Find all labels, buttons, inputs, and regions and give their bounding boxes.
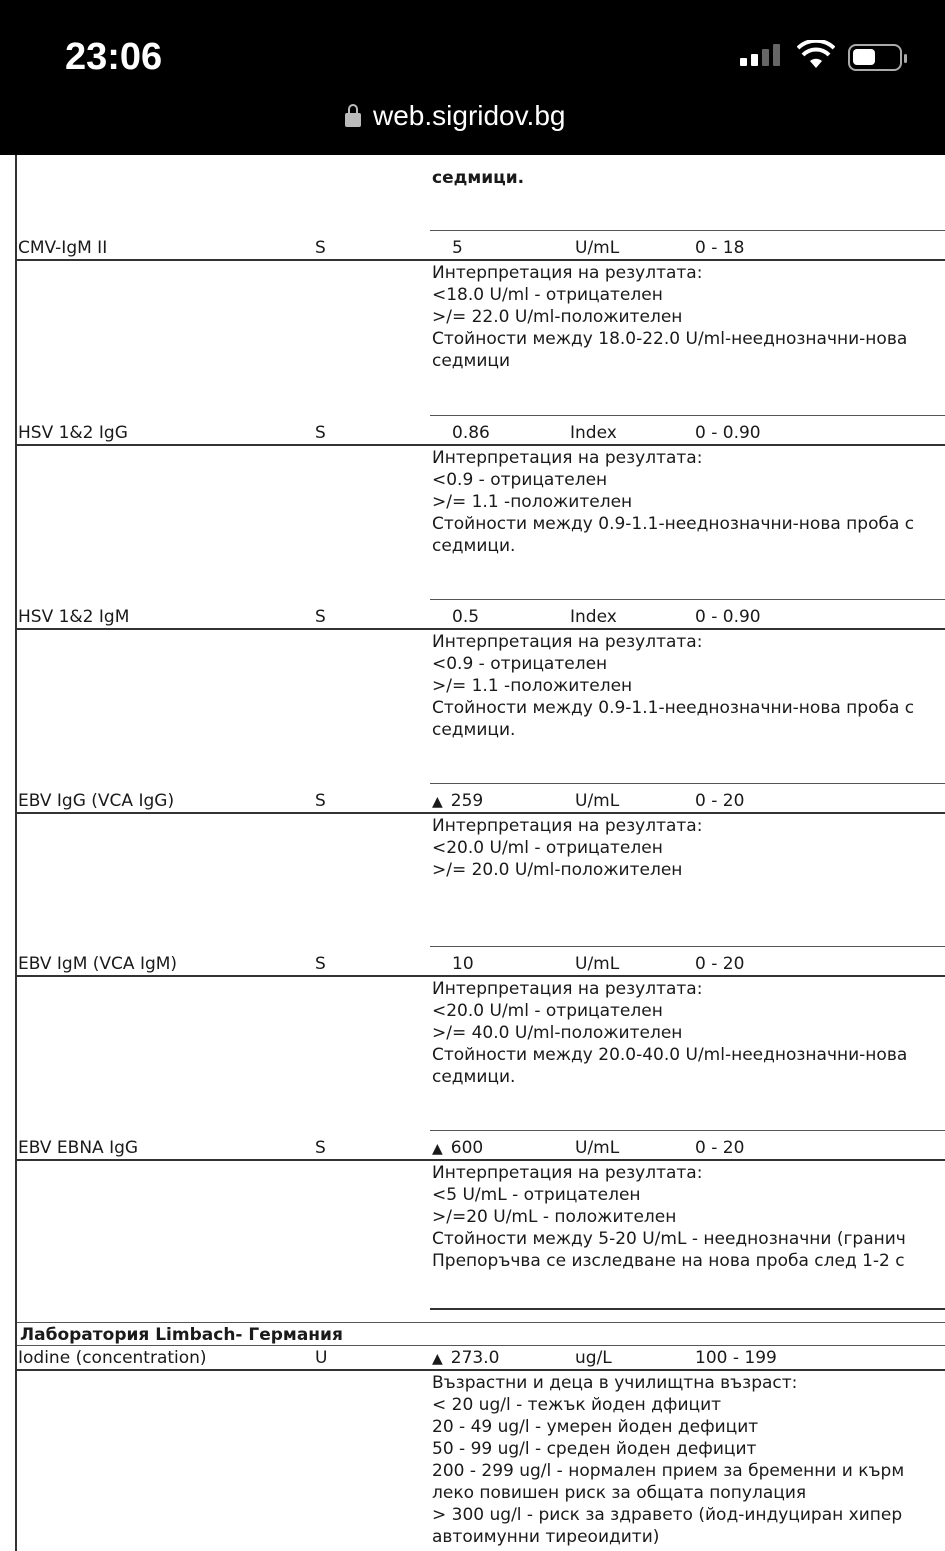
reference-range: 0 - 18 — [695, 238, 745, 258]
status-bar — [0, 0, 945, 155]
result-value — [452, 422, 490, 444]
scanned-document — [0, 155, 945, 1551]
value-text: 5 — [452, 238, 463, 258]
row-rule — [17, 1369, 945, 1371]
url-text: web.sigridov.bg — [373, 100, 566, 131]
reference-range: 0 - 0.90 — [695, 423, 761, 443]
result-top-rule — [430, 1130, 945, 1131]
test-name: HSV 1&2 IgM — [18, 607, 130, 627]
result-top-rule — [430, 230, 945, 231]
unit: Index — [570, 423, 617, 443]
clock: 23:06 — [65, 36, 163, 78]
result-top-rule — [430, 946, 945, 947]
row-rule — [17, 444, 945, 446]
specimen-type: S — [315, 238, 326, 258]
interpretation-line: Интерпретация на резултата: — [432, 263, 703, 283]
unit: U/mL — [575, 1138, 620, 1158]
interpretation-line: 50 - 99 ug/l - среден йоден дефицит — [432, 1439, 757, 1459]
interpretation-line: седмици — [432, 351, 511, 371]
unit: U/mL — [575, 238, 620, 258]
interpretation-line: Стойности между 20.0-40.0 U/ml-нееднозначни-нова — [432, 1045, 908, 1065]
interpretation-line: Интерпретация на резултата: — [432, 816, 703, 836]
interpretation-line: <5 U/mL - отрицателен — [432, 1185, 641, 1205]
result-value — [452, 953, 474, 975]
specimen-type: S — [315, 423, 326, 443]
test-name: EBV EBNA IgG — [18, 1138, 139, 1158]
high-flag-icon: ▲ — [432, 1141, 443, 1157]
reference-range: 0 - 20 — [695, 791, 745, 811]
value-text: 0.5 — [452, 607, 480, 627]
wifi-icon — [797, 40, 835, 70]
interpretation-line: Стойности между 0.9-1.1-нееднозначни-нова проба с — [432, 514, 915, 534]
unit: U/mL — [575, 954, 620, 974]
value-text: 600 — [450, 1138, 484, 1158]
test-name: HSV 1&2 IgG — [18, 423, 128, 443]
test-name: EBV IgM (VCA IgM) — [18, 954, 178, 974]
reference-range: 0 - 20 — [695, 1138, 745, 1158]
result-value — [452, 606, 479, 628]
reference-range: 0 - 0.90 — [695, 607, 761, 627]
result-value — [432, 1347, 499, 1370]
address-bar[interactable] — [345, 100, 565, 132]
unit: U/mL — [575, 791, 620, 811]
interpretation-line: <0.9 - отрицателен — [432, 470, 608, 490]
interpretation-line: 20 - 49 ug/l - умерен йоден дефицит — [432, 1417, 759, 1437]
interpretation-line: <18.0 U/ml - отрицателен — [432, 285, 663, 305]
interpretation-line: >/= 22.0 U/ml-положителен — [432, 307, 683, 327]
row-rule — [17, 259, 945, 261]
result-value — [452, 237, 463, 259]
cellular-signal-icon — [740, 44, 780, 66]
unit: Index — [570, 607, 617, 627]
result-value — [432, 790, 483, 813]
interpretation-line: > 300 ug/l - риск за здравето (йод-индуциран хипер — [432, 1505, 903, 1525]
specimen-type: S — [315, 607, 326, 627]
interpretation-line: >/=20 U/mL - положителен — [432, 1207, 677, 1227]
lock-icon — [345, 113, 361, 127]
section-rule — [17, 1322, 945, 1323]
reference-range: 100 - 199 — [695, 1348, 777, 1368]
interpretation-line: автоимунни тиреоидити) — [432, 1527, 660, 1547]
result-top-rule — [430, 415, 945, 416]
row-rule — [17, 812, 945, 814]
section-top-rule — [430, 1308, 945, 1310]
row-rule — [17, 1159, 945, 1161]
value-text: 0.86 — [452, 423, 490, 443]
value-text: 10 — [452, 954, 474, 974]
high-flag-icon: ▲ — [432, 1351, 443, 1367]
value-text: 273.0 — [450, 1348, 500, 1368]
high-flag-icon: ▲ — [432, 794, 443, 810]
interpretation-line: <20.0 U/ml - отрицателен — [432, 1001, 663, 1021]
interpretation-line: >/= 20.0 U/ml-положителен — [432, 860, 683, 880]
continued-text: седмици. — [432, 168, 525, 188]
specimen-type: S — [315, 791, 326, 811]
interpretation-line: >/= 40.0 U/ml-положителен — [432, 1023, 683, 1043]
specimen-type: S — [315, 1138, 326, 1158]
unit: ug/L — [575, 1348, 612, 1368]
value-text: 259 — [450, 791, 484, 811]
interpretation-line: <0.9 - отрицателен — [432, 654, 608, 674]
result-value — [432, 1137, 483, 1160]
row-rule — [17, 628, 945, 630]
test-name: CMV-IgM II — [18, 238, 108, 258]
interpretation-line: 200 - 299 ug/l - нормален прием за бременни и кърм — [432, 1461, 905, 1481]
interpretation-line: Интерпретация на резултата: — [432, 1163, 703, 1183]
interpretation-line: Интерпретация на резултата: — [432, 448, 703, 468]
battery-icon — [848, 44, 902, 71]
interpretation-line: Интерпретация на резултата: — [432, 979, 703, 999]
interpretation-line: седмици. — [432, 1067, 516, 1087]
interpretation-line: Стойности между 0.9-1.1-нееднозначни-нова проба с — [432, 698, 915, 718]
interpretation-line: седмици. — [432, 720, 516, 740]
result-top-rule — [430, 783, 945, 784]
interpretation-line: Стойности между 18.0-22.0 U/ml-нееднозначни-нова — [432, 329, 908, 349]
interpretation-line: леко повишен риск за общата популация — [432, 1483, 807, 1503]
interpretation-line: седмици. — [432, 536, 516, 556]
section-bottom-rule — [17, 1345, 945, 1346]
specimen-type: S — [315, 954, 326, 974]
interpretation-line: <20.0 U/ml - отрицателен — [432, 838, 663, 858]
specimen-type: U — [315, 1348, 328, 1368]
reference-range: 0 - 20 — [695, 954, 745, 974]
interpretation-line: < 20 ug/l - тежък йоден дфицит — [432, 1395, 722, 1415]
section-header: Лаборатория Limbach- Германия — [20, 1325, 343, 1345]
interpretation-line: >/= 1.1 -положителен — [432, 492, 633, 512]
interpretation-line: >/= 1.1 -положителен — [432, 676, 633, 696]
test-name: EBV IgG (VCA IgG) — [18, 791, 175, 811]
interpretation-line: Интерпретация на резултата: — [432, 632, 703, 652]
interpretation-line: Възрастни и деца в училищтна възраст: — [432, 1373, 798, 1393]
result-top-rule — [430, 599, 945, 600]
interpretation-line: Препоръчва се изследване на нова проба след 1-2 с — [432, 1251, 905, 1271]
row-rule — [17, 975, 945, 977]
left-border — [15, 155, 17, 1551]
test-name: Iodine (concentration) — [18, 1348, 207, 1368]
interpretation-line: Стойности между 5-20 U/mL - нееднозначни (гранич — [432, 1229, 906, 1249]
